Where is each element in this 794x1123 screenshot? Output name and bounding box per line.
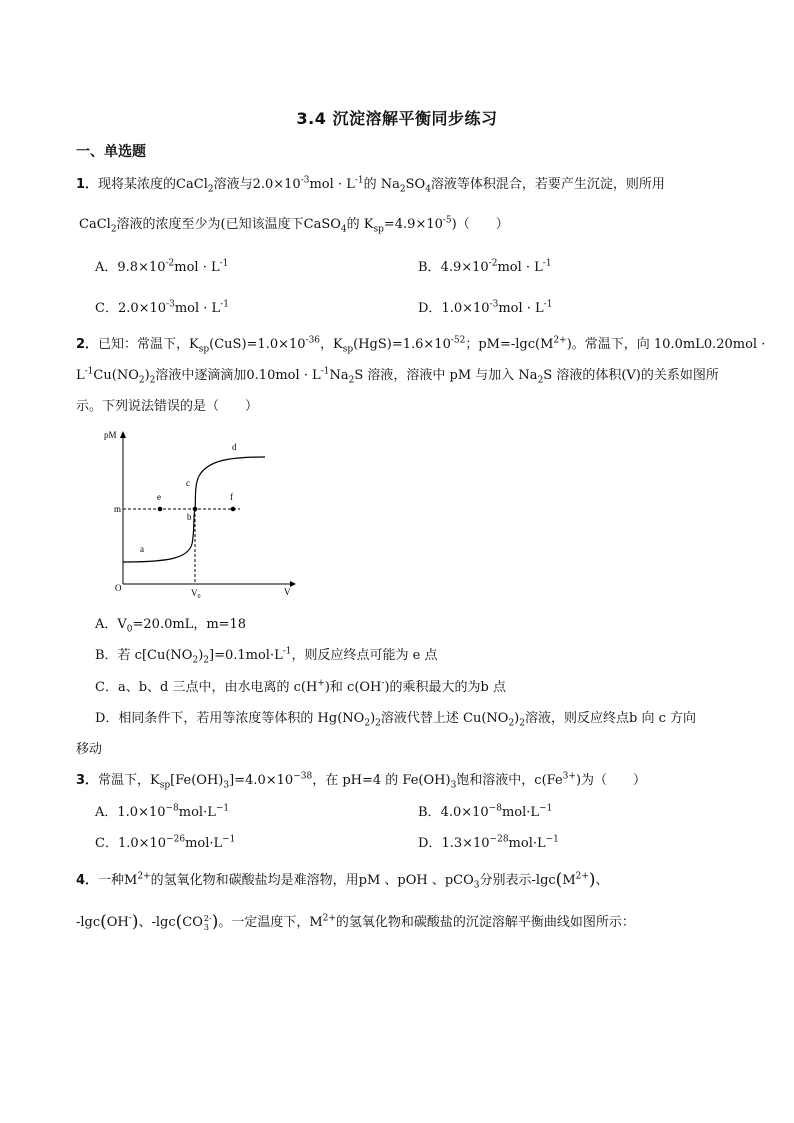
q3-option-b[interactable]: B．$4.0\times 10^{-8}mol\cdot L^{-1}$ [418,803,553,820]
label-f: f [230,492,233,502]
point-e [158,507,163,512]
label-d: d [232,442,237,452]
x-axis-label: V [284,587,291,597]
q4-number: 4． [76,873,99,888]
q1-number: 1． [76,177,99,192]
y-axis-label: pM [104,430,117,440]
q3-number: 3． [76,773,99,788]
v0-label: $V_0$ [191,588,201,600]
q1-option-a[interactable]: A．$9.8\times 10^{-2}mol \cdot L^{-1}$ [95,258,229,275]
label-b: b [187,512,192,522]
q1-option-d[interactable]: D．$1.0\times 10^{-3}mol \cdot L^{-1}$ [418,299,553,316]
q3-option-c[interactable]: C．$1.0\times 10^{-26}mol\cdot L^{-1}$ [95,834,236,851]
point-f [231,507,236,512]
q2-option-b[interactable]: B．若 $c[Cu(NO_2)_2]=0.1mol\cdot L^{-1}$，则反应终点可能为 e 点 [95,646,438,666]
q2-line3: 示。下列说法错误的是（ ） [76,399,259,414]
point-b [193,507,198,512]
q1-option-c[interactable]: C．$2.0\times 10^{-3}mol \cdot L^{-1}$ [95,299,229,316]
q2-option-a[interactable]: A．$V_0=20.0mL$，m=18 [95,617,247,635]
label-a: a [140,544,144,554]
q2-line2: $L^{-1}Cu(NO_2)_2$溶液中逐滴滴加$0.10mol \cdot L^{-1}Na_2S$ 溶液，溶液中 pM 与加入 $Na_2S$ 溶液的体积(V)的关系如图所 [76,366,719,386]
page-title: 3.4 沉淀溶解平衡同步练习 [296,109,498,128]
q3-line1: 3．常温下，$K_{sp}[Fe(OH)_3]=4.0\times 10^{-38}$，在 pH=4 的 $Fe(OH)_3$饱和溶液中，$c(Fe^{3+})$为（ ） [76,771,647,791]
x-axis-arrow [290,581,296,587]
y-axis-arrow [120,431,126,438]
q1-line1: 1．现将某浓度的CaCl$_2$溶液与$2.0\times 10^{-3}mol \cdot L^{-1}$的 $Na_2SO_4$溶液等体积混合，若要产生沉淀，则所用 [76,175,665,195]
label-e: e [157,492,161,502]
q4-line1: 4．一种$M^{2+}$的氢氧化物和碳酸盐均是难溶物，用pM 、pOH 、pCO$_3$分别表示$-\lg c(M^{2+})$、 [76,870,609,891]
q1-line2: CaCl$_2$溶液的浓度至少为(已知该温度下CaSO$_4$的 $K_{sp}=4.9\times 10^{-5}$)（ ） [79,215,509,235]
q3-option-a[interactable]: A．$1.0\times 10^{-8}mol\cdot L^{-1}$ [95,803,230,820]
section-heading: 一、单选题 [76,144,146,160]
q3-option-d[interactable]: D．$1.3\times 10^{-28}mol\cdot L^{-1}$ [418,834,559,851]
q2-option-c[interactable]: C．a、b、d 三点中，由水电离的 c(H+)和 c(OH-)的乘积最大的为b 点 [95,678,506,695]
q2-number: 2． [76,337,99,352]
pm-volume-chart [100,424,300,604]
m-label: m [114,504,122,514]
q2-line1: 2．已知：常温下，$K_{sp}(CuS)=1.0\times 10^{-36}$，$K_{sp}(HgS)=1.6\times 10^{-52}$；$pM=-\lg c(M^{2+})$。常温下，向 10.0mL0.20mol · [76,335,766,355]
q2-option-d[interactable]: D．相同条件下，若用等浓度等体积的 $Hg(NO_2)_2$溶液代替上述 $Cu(NO_2)_2$溶液，则反应终点b 向 c 方向 [95,711,696,729]
origin-label: O [115,583,122,593]
q2-option-d-cont: 移动 [76,742,103,757]
label-c: c [186,478,190,488]
q1-option-b[interactable]: B．$4.9\times 10^{-2}mol \cdot L^{-1}$ [418,258,552,275]
q4-line2: -lgc(OH-)、-lgc(CO 2- 3 )。一定温度下，$M^{2+}$的氢氧化物和碳酸盐的沉淀溶解平衡曲线如图所示： [76,912,635,932]
